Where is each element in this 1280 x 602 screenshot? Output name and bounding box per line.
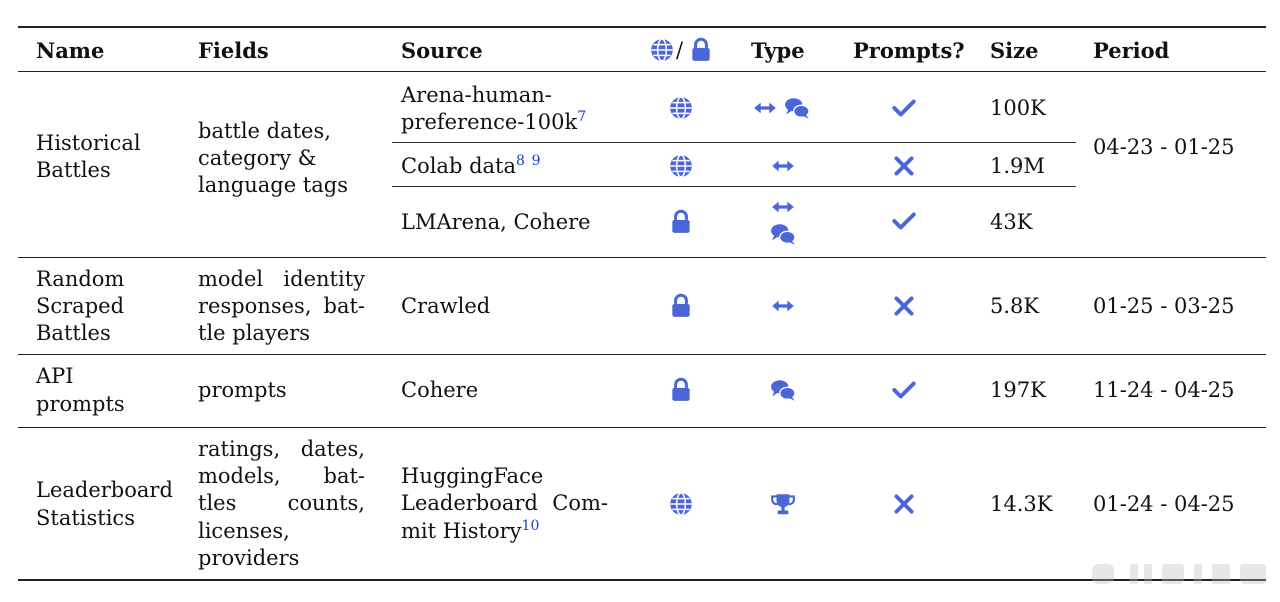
random-name-line1: Random — [36, 267, 125, 291]
dataset-table — [18, 0, 1266, 602]
historical-fields-line2: category & — [198, 146, 317, 170]
source-cohere: Cohere — [401, 378, 479, 402]
check-icon — [891, 95, 917, 121]
random-name-line2: Scraped — [36, 294, 125, 318]
arrows-icon — [752, 95, 778, 121]
leaderboard-fields-line1: ratings, dates, — [198, 437, 365, 461]
header-type: Type — [751, 38, 805, 63]
row-rule-3 — [18, 427, 1266, 428]
subrow-rule-2 — [392, 186, 1076, 187]
api-period: 11-24 - 04-25 — [1093, 378, 1235, 402]
globe-icon — [668, 153, 694, 179]
source-crawled: Crawled — [401, 294, 491, 318]
arrows-icon — [770, 194, 794, 218]
subrow-rule-1 — [392, 142, 1076, 143]
cross-icon — [891, 293, 917, 319]
check-icon — [891, 208, 917, 234]
source-huggingface-line1: HuggingFace — [401, 464, 544, 488]
header-prompts: Prompts? — [853, 38, 965, 63]
source-arena-line1: Arena-human- — [401, 83, 552, 107]
historical-period: 04-23 - 01-25 — [1093, 135, 1235, 159]
header-rule — [18, 71, 1266, 72]
chat-icon — [770, 377, 796, 403]
chat-icon — [784, 95, 810, 121]
footnote-8[interactable]: 8 — [516, 153, 525, 169]
historical-name-line1: Historical — [36, 131, 141, 155]
bottom-rule — [18, 579, 1266, 581]
random-period: 01-25 - 03-25 — [1093, 294, 1235, 318]
historical-fields-line1: battle dates, — [198, 119, 331, 143]
top-rule — [18, 26, 1266, 28]
header-globe-icon — [649, 37, 675, 63]
source-arena-line2: preference-$100k^7$ — [401, 109, 587, 134]
size-crawled: 5.8K — [990, 294, 1040, 318]
trophy-icon — [770, 491, 796, 517]
globe-icon — [668, 95, 694, 121]
leaderboard-fields-line4: licenses, — [198, 519, 290, 543]
footnote-7[interactable]: 7 — [577, 109, 587, 125]
size-cohere: 197K — [990, 378, 1046, 402]
size-arena: 100K — [990, 96, 1046, 120]
footnote-9[interactable]: 9 — [531, 153, 541, 169]
chat-icon — [770, 221, 794, 245]
leaderboard-name-line2: Statistics — [36, 506, 135, 530]
source-huggingface-line3: mit History$^{10}$ — [401, 518, 540, 543]
api-fields: prompts — [198, 378, 287, 402]
lock-icon — [668, 376, 694, 402]
leaderboard-fields-line3: tles counts, — [198, 491, 365, 515]
header-source: Source — [401, 38, 483, 63]
api-name-line1: API — [36, 364, 74, 388]
leaderboard-fields-line5: providers — [198, 546, 300, 570]
check-icon — [891, 377, 917, 403]
size-colab: 1.9M — [990, 154, 1045, 178]
random-fields-line1: model identity — [198, 267, 365, 291]
cross-icon — [891, 153, 917, 179]
header-size: Size — [990, 38, 1039, 63]
lock-icon — [668, 292, 694, 318]
watermark-logo — [1090, 558, 1270, 588]
footnote-10[interactable]: 10 — [521, 518, 540, 534]
header-access-separator: / — [676, 38, 684, 62]
source-colab: Colab data$^8$ $^9$ — [401, 153, 541, 178]
header-lock-icon — [688, 36, 714, 62]
source-huggingface-line2: Leaderboard Com- — [401, 491, 608, 515]
random-name-line3: Battles — [36, 321, 111, 345]
row-rule-2 — [18, 354, 1266, 355]
leaderboard-fields-line2: models, bat- — [198, 464, 365, 488]
historical-name-line2: Battles — [36, 158, 111, 182]
leaderboard-period: 01-24 - 04-25 — [1093, 492, 1235, 516]
arrows-icon — [770, 293, 796, 319]
header-name: Name — [36, 38, 105, 63]
arrows-icon — [770, 153, 796, 179]
leaderboard-name-line1: Leaderboard — [36, 478, 173, 502]
source-lmarena: LMArena, Cohere — [401, 210, 591, 234]
random-fields-line3: tle players — [198, 321, 311, 345]
header-fields: Fields — [198, 38, 269, 63]
size-lmarena: 43K — [990, 210, 1033, 234]
random-fields-line2: responses, bat- — [198, 294, 365, 318]
row-rule-1 — [18, 257, 1266, 258]
lock-icon — [668, 208, 694, 234]
size-huggingface: 14.3K — [990, 492, 1053, 516]
header-period: Period — [1093, 38, 1170, 63]
api-name-line2: prompts — [36, 392, 125, 416]
globe-icon — [668, 491, 694, 517]
cross-icon — [891, 491, 917, 517]
historical-fields-line3: language tags — [198, 173, 348, 197]
